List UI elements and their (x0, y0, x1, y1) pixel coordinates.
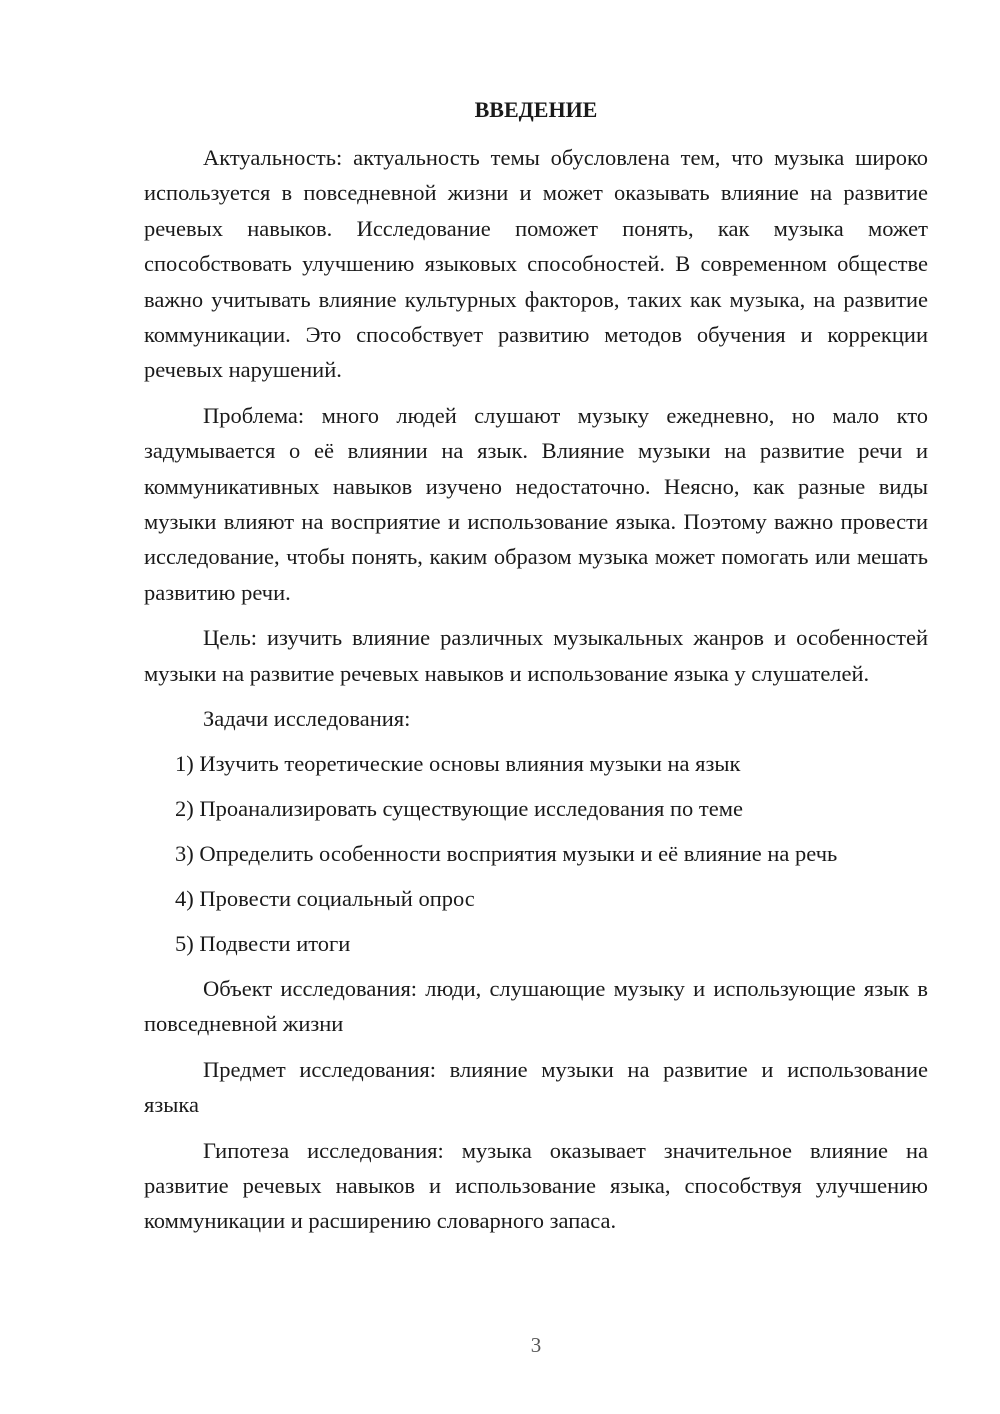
hypothesis-paragraph: Гипотеза исследования: музыка оказывает значительное влияние на развитие речевых навыков и использование языка, способствуя улучшению коммуникации и расширению словарного запаса. (144, 1137, 928, 1234)
page-number: 3 (530, 1333, 542, 1357)
task-item: 1) Изучить теоретические основы влияния музыки на язык (175, 750, 741, 776)
task-item: 2) Проанализировать существующие исследования по теме (175, 795, 743, 821)
goal-paragraph: Цель: изучить влияние различных музыкальных жанров и особенностей музыки на развитие речевых навыков и использование языка у слушателей. (144, 625, 928, 686)
relevance-paragraph: Актуальность: актуальность темы обусловлена тем, что музыка широко используется в повседневной жизни и может оказывать влияние на развитие речевых навыков. Исследование поможет понять, как музыка может способствовать улучшению языковых способностей. В современном обществе важно учитывать влияние культурных факторов, таких как музыка, на развитие коммуникации. Это способствует развитию методов обучения и коррекции речевых нарушений. (144, 145, 928, 383)
tasks-list (144, 746, 928, 961)
task-item: 3) Определить особенности восприятия музыки и её влияние на речь (175, 840, 838, 866)
subject-paragraph: Предмет исследования: влияние музыки на развитие и использование языка (144, 1056, 928, 1118)
task-item: 4) Провести социальный опрос (175, 885, 475, 911)
object-paragraph: Объект исследования: люди, слушающие музыку и использующие язык в повседневной жизни (144, 975, 928, 1037)
tasks-heading: Задачи исследования: (203, 706, 411, 732)
task-item: 5) Подвести итоги (175, 930, 351, 956)
section-title: ВВЕДЕНИЕ (474, 97, 598, 122)
problem-paragraph: Проблема: много людей слушают музыку ежедневно, но мало кто задумывается о её влиянии на язык. Влияние музыки на развитие речи и коммуникативных навыков изучено недостаточно. Неясно, как разные виды музыки влияют на восприятие и использование языка. Поэтому важно провести исследование, чтобы понять, каким образом музыка может помогать или мешать развитию речи. (144, 402, 928, 605)
document-page (144, 92, 928, 1249)
